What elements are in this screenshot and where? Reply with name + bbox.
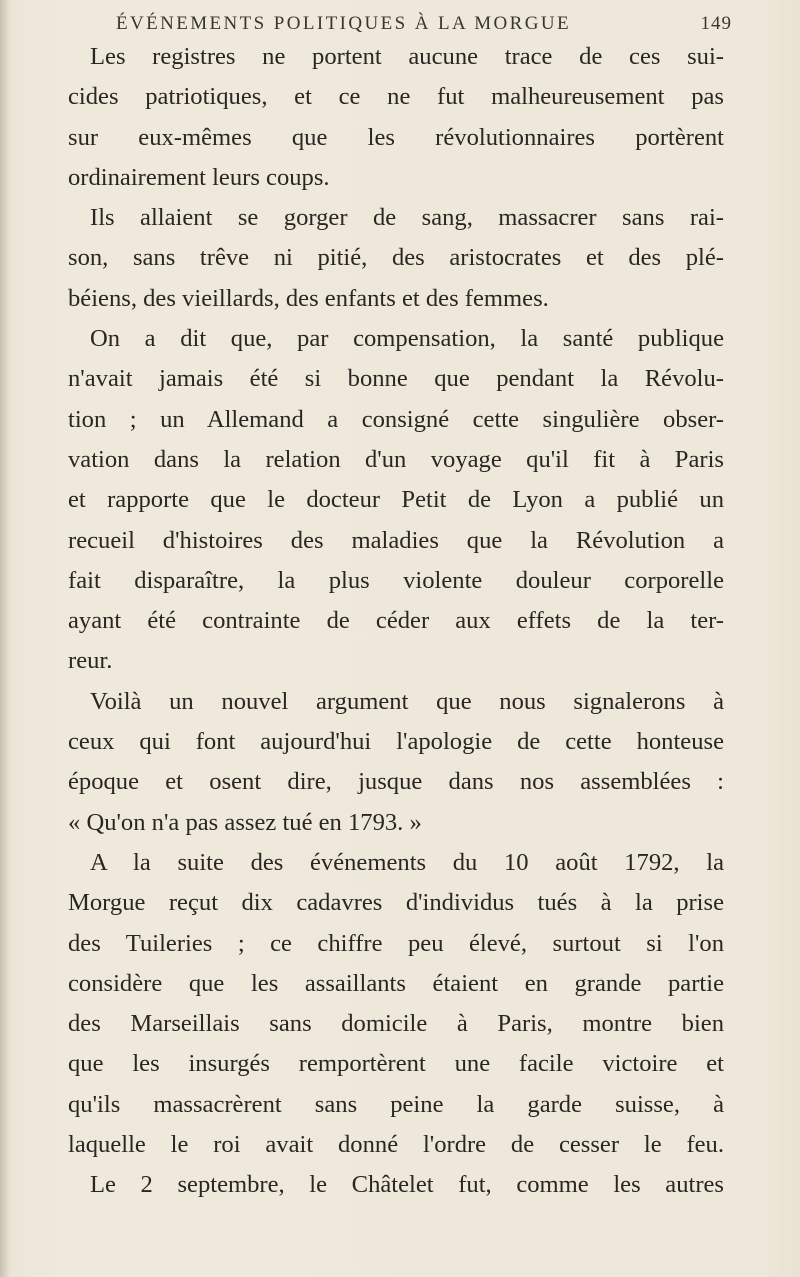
text-line: son, sans trêve ni pitié, des aristocrates et des plé- xyxy=(68,244,724,272)
text-line: A la suite des événements du 10 août 1792, la xyxy=(90,848,724,876)
text-line: ceux qui font aujourd'hui l'apologie de cette honteuse xyxy=(68,728,724,756)
running-head-title: ÉVÉNEMENTS POLITIQUES À LA MORGUE xyxy=(116,13,571,34)
text-line: reur. xyxy=(68,647,113,675)
text-line: que les insurgés remportèrent une facile victoire et xyxy=(68,1050,724,1078)
text-line: Les registres ne portent aucune trace de ces sui- xyxy=(90,43,724,70)
text-line: Le 2 septembre, le Châtelet fut, comme les autres xyxy=(90,1171,724,1199)
body-text xyxy=(68,37,724,1206)
text-line: sur eux-mêmes que les révolutionnaires portèrent xyxy=(68,123,724,151)
text-line: considère que les assaillants étaient en grande partie xyxy=(68,969,724,997)
text-line: béiens, des vieillards, des enfants et des femmes. xyxy=(68,284,549,312)
text-line: des Tuileries ; ce chiffre peu élevé, surtout si l'on xyxy=(68,929,724,957)
text-line: Morgue reçut dix cadavres d'individus tués à la prise xyxy=(68,889,724,917)
text-line: On a dit que, par compensation, la santé publique xyxy=(90,325,724,353)
page-gutter-shadow xyxy=(0,0,10,1277)
page-number: 149 xyxy=(700,13,732,34)
text-line: tion ; un Allemand a consigné cette singulière obser- xyxy=(68,405,724,433)
text-line: laquelle le roi avait donné l'ordre de cesser le feu. xyxy=(68,1131,724,1159)
text-line: Voilà un nouvel argument que nous signalerons à xyxy=(90,687,724,715)
text-line: ayant été contrainte de céder aux effets de la ter- xyxy=(68,607,724,635)
text-line: recueil d'histoires des maladies que la Révolution a xyxy=(68,526,724,554)
text-line: vation dans la relation d'un voyage qu'il fit à Paris xyxy=(68,445,724,473)
text-line: et rapporte que le docteur Petit de Lyon a publié un xyxy=(68,486,724,514)
text-line: des Marseillais sans domicile à Paris, montre bien xyxy=(68,1010,724,1038)
text-line: Ils allaient se gorger de sang, massacrer sans rai- xyxy=(90,204,724,232)
text-line: fait disparaître, la plus violente douleur corporelle xyxy=(68,566,724,594)
text-line: cides patriotiques, et ce ne fut malheureusement pas xyxy=(68,83,724,111)
text-line: « Qu'on n'a pas assez tué en 1793. » xyxy=(68,808,422,836)
text-line: qu'ils massacrèrent sans peine la garde suisse, à xyxy=(68,1090,724,1118)
text-line: n'avait jamais été si bonne que pendant la Révolu- xyxy=(68,365,724,393)
text-line: époque et osent dire, jusque dans nos assemblées : xyxy=(68,768,724,796)
text-line: ordinairement leurs coups. xyxy=(68,163,330,191)
